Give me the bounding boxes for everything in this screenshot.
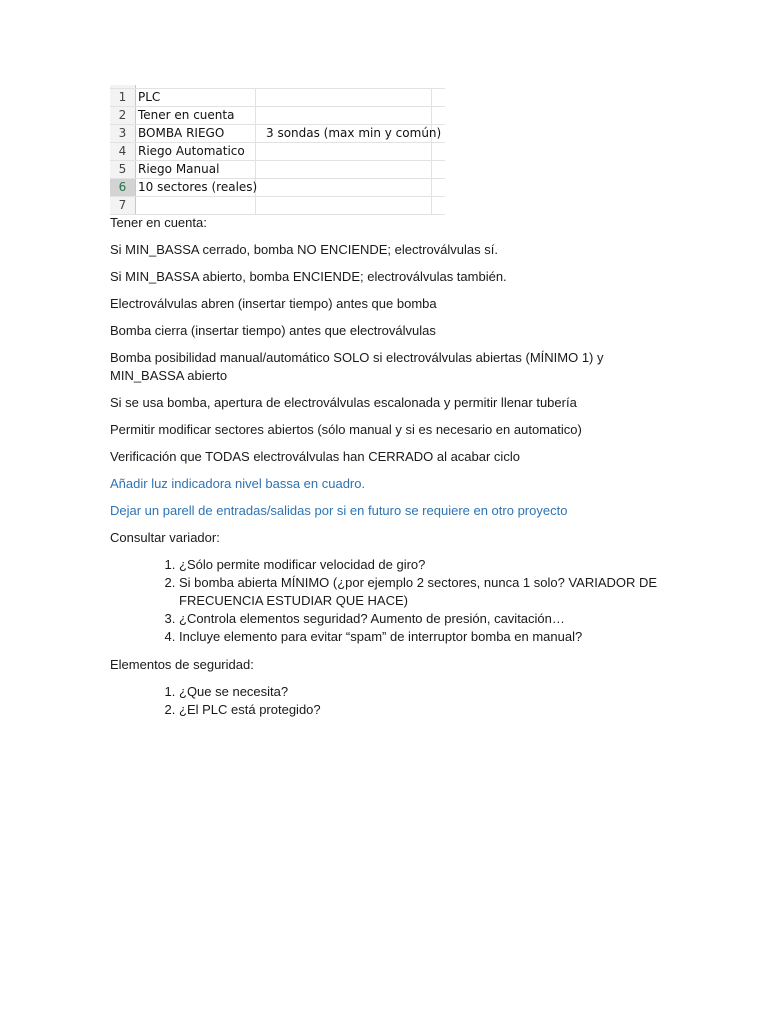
cell-c: [432, 125, 445, 142]
cell-a: [136, 197, 256, 214]
cell-b: 3 sondas (max min y común): [256, 125, 432, 142]
cell-c: [432, 143, 445, 160]
paragraph-blue: Añadir luz indicadora nivel bassa en cuadro.: [110, 476, 366, 491]
cell-c: [432, 161, 445, 178]
paragraph: Bomba cierra (insertar tiempo) antes que electroválvulas: [110, 323, 436, 338]
sheet-row: [110, 89, 445, 107]
paragraph-blue: Dejar un parell de entradas/salidas por si en futuro se requiere en otro proyecto: [110, 503, 568, 518]
row-number: 5: [110, 161, 136, 178]
list-item: 2. ¿El PLC está protegido?: [179, 701, 670, 719]
sheet-row: [110, 125, 445, 143]
paragraph: Electroválvulas abren (insertar tiempo) antes que bomba: [110, 296, 437, 311]
paragraph: Bomba posibilidad manual/automático SOLO si electroválvulas abiertas (MÍNIMO 1) y MIN_BASSA abierto: [110, 350, 604, 383]
list-item: 4. Incluye elemento para evitar “spam” de interruptor bomba en manual?: [179, 628, 670, 646]
sheet-row: [110, 107, 445, 125]
row-number: 1: [110, 89, 136, 106]
cell-a: Riego Automatico: [136, 143, 256, 160]
sheet-row: [110, 161, 445, 179]
paragraph: Si se usa bomba, apertura de electroválvulas escalonada y permitir llenar tubería: [110, 395, 577, 410]
paragraph: Si MIN_BASSA abierto, bomba ENCIENDE; electroválvulas también.: [110, 269, 507, 284]
cell-b: [256, 107, 432, 124]
cell-a: Riego Manual: [136, 161, 256, 178]
paragraph: Permitir modificar sectores abiertos (sólo manual y si es necesario en automatico): [110, 422, 582, 437]
cell-b: [256, 161, 432, 178]
cell-b: [256, 179, 432, 196]
row-number: 6: [110, 179, 136, 196]
row-number: 7: [110, 197, 136, 214]
cell-c: [432, 89, 445, 106]
cell-c: [432, 179, 445, 196]
cell-c: [432, 197, 445, 214]
cell-b: [256, 143, 432, 160]
list-item: 1. ¿Sólo permite modificar velocidad de giro?: [179, 556, 670, 574]
paragraph: Verificación que TODAS electroválvulas han CERRADO al acabar ciclo: [110, 449, 520, 464]
paragraph: Tener en cuenta:: [110, 215, 207, 230]
cell-a: BOMBA RIEGO: [136, 125, 256, 142]
cell-b: [256, 89, 432, 106]
row-number: 3: [110, 125, 136, 142]
seguridad-list: [110, 683, 670, 719]
list-item: 2. Si bomba abierta MÍNIMO (¿por ejemplo 2 sectores, nunca 1 solo? VARIADOR DE FRECUENCIA ESTUDIAR QUE HACE): [179, 574, 670, 610]
paragraph: Si MIN_BASSA cerrado, bomba NO ENCIENDE; electroválvulas sí.: [110, 242, 498, 257]
row-number: 2: [110, 107, 136, 124]
paragraph: Consultar variador:: [110, 530, 220, 545]
cell-c: [432, 107, 445, 124]
cell-a: PLC: [136, 89, 256, 106]
row-number: 4: [110, 143, 136, 160]
variador-list: [110, 556, 670, 646]
list-item: 1. ¿Que se necesita?: [179, 683, 670, 701]
cell-a: 10 sectores (reales): [138, 180, 258, 194]
cell-a: Tener en cuenta: [136, 107, 256, 124]
paragraph: Elementos de seguridad:: [110, 657, 254, 672]
document-body: [110, 214, 670, 729]
sheet-row: [110, 143, 445, 161]
cell-b: [256, 197, 432, 214]
sheet-row: [110, 179, 445, 197]
sheet-corner: [110, 85, 136, 88]
sheet-row: [110, 197, 445, 215]
spreadsheet-snippet: [110, 85, 445, 212]
list-item: 3. ¿Controla elementos seguridad? Aumento de presión, cavitación…: [179, 610, 670, 628]
